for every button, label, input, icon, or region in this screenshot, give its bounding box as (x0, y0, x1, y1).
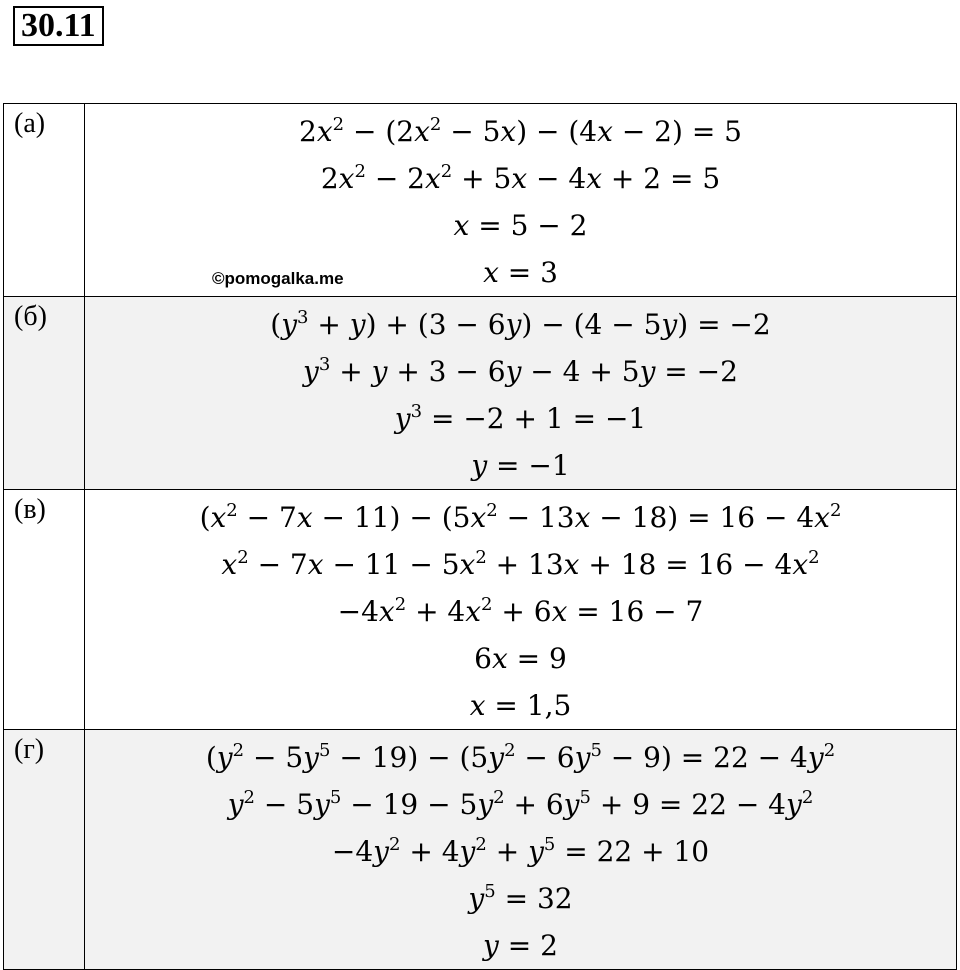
solution-row (4, 104, 957, 297)
watermark: ©pomogalka.me (212, 269, 344, 288)
equation-step: 6x = 9 (474, 642, 567, 675)
row-label-cell (4, 490, 85, 730)
equation-step: $(x^2 - 7x - 11) - (5x^2 - 13x - 18) = 16 - 4x^2$ (199, 500, 842, 534)
equation-step: $2x^2 - (2x^2 - 5x) - (4x - 2) = 5$ (298, 114, 742, 148)
equation-step: $-4x^2 + 4x^2 + 6x = 16 - 7$ (337, 594, 704, 628)
equation-step: $2x^2 - 2x^2 + 5x - 4x + 2 = 5$ (320, 161, 721, 195)
equation-step: $y^2 - 5y^5 - 19 - 5y^2 + 6y^5 + 9 = 22 - 4y^2$ (227, 787, 814, 821)
equation-step: x = 3 (483, 256, 558, 289)
equation-step: $y^5 = 32$ (468, 881, 573, 915)
equation-step: $x^2 - 7x - 11 - 5x^2 + 13x + 18 = 16 - 4x^2$ (221, 547, 820, 581)
row-label-cell (4, 297, 85, 490)
equation-step: x = 1,5 (469, 689, 572, 722)
solutions-table-body (4, 104, 957, 970)
steps-list (85, 490, 956, 729)
row-steps-cell (85, 297, 957, 490)
solution-row (4, 297, 957, 490)
equation-step: y = −1 (471, 449, 570, 482)
row-steps-cell (85, 490, 957, 730)
row-label: (а) (14, 108, 46, 139)
equation-step: $y^3 = -2 + 1 = -1$ (394, 401, 647, 435)
solution-row (4, 730, 957, 970)
row-label-cell (4, 730, 85, 970)
row-steps-cell (85, 104, 957, 297)
equation-step: y = 2 (483, 929, 558, 962)
equation-step: $(y^2 - 5y^5 - 19) - (5y^2 - 6y^5 - 9) = 22 - 4y^2$ (205, 740, 836, 774)
row-label-cell (4, 104, 85, 297)
steps-list (85, 730, 956, 969)
solutions-table (3, 103, 957, 970)
equation-step: $y^3 + y + 3 - 6y - 4 + 5y = -2$ (303, 354, 738, 388)
row-label: (б) (14, 301, 47, 332)
steps-list (85, 297, 956, 489)
row-label: (г) (14, 734, 45, 765)
solution-row (4, 490, 957, 730)
equation-step: $-4y^2 + 4y^2 + y^5 = 22 + 10$ (331, 834, 710, 868)
row-steps-cell (85, 730, 957, 970)
equation-step: $(y^3 + y) + (3 - 6y) - (4 - 5y) = -2$ (270, 307, 771, 341)
problem-number: 30.11 (13, 6, 104, 46)
row-label: (в) (14, 494, 46, 525)
steps-list (85, 104, 956, 296)
equation-step: x = 5 − 2 (453, 209, 588, 242)
